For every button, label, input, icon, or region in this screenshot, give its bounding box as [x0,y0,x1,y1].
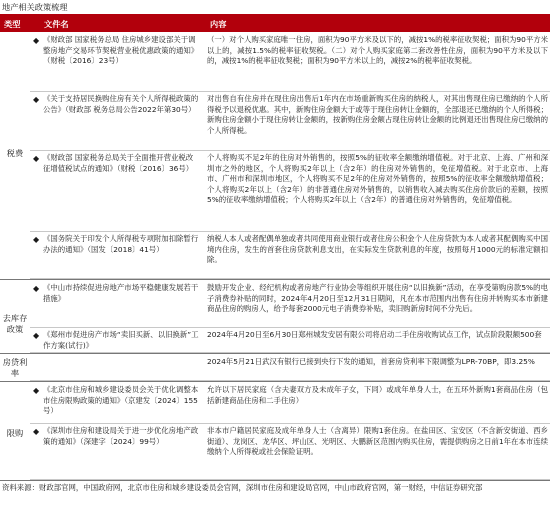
table-row [30,33,550,92]
table-row [30,328,550,353]
doc-name: 《关于支持居民换购住房有关个人所得税政策的公告》（财政部 税务总局公告2022年第30号） [43,94,199,114]
category-label: 税费 [6,148,24,158]
policy-content: 对出售自有住房并在现住房出售后1年内在市场重新购买住房的纳税人，对其出售现住房已缴纳的个人所得税予以退税优惠。其中，新购住房金额大于或等于现住房转让金额的，全部退还已缴纳的个人所得税；新购住房金额小于现住房转让金额的，按新购住房金额占现住房转让金额的比例退还出售现住房已缴纳的个人所得税。 [207,94,548,135]
doc-name: 《国务院关于印发个人所得税专项附加扣除暂行办法的通知》（国发〔2018〕41号） [43,234,199,254]
policy-content: 允许以下居民家庭（含夫妻双方及未成年子女，下同）或成年单身人士，在五环外新购1套商品住房（包括新建商品住房和二手住房） [207,385,548,405]
bullet-icon: ◆ [33,427,40,436]
group-divider [0,381,550,382]
bullet-icon: ◆ [33,235,40,244]
doc-name: 《深圳市住房和建设局关于进一步优化房地产政策的通知》（深建字〔2024〕99号） [43,426,199,446]
policy-content: 鼓励开发企业、经纪机构或者房地产行业协会等组织开展住房“以旧换新”活动，在享受第购房款5%的电子消费券补贴的同时，2024年4月20日至12月31日期间，凡在本市范围内出售有住房并转购买本市新建商品住房的购房人，给予每套2000元电子消费券补贴，卖旧购新房时间不分先后。 [207,283,548,314]
bullet-icon: ◆ [33,95,40,104]
header-content: 内容 [210,19,227,29]
table-header [0,16,550,32]
bullet-icon: ◆ [33,284,40,293]
bullet-icon: ◆ [33,154,40,163]
table-row [30,383,550,424]
header-name: 文件名 [44,19,69,29]
policy-content: （一）对个人购买家庭唯一住房，面积为90平方米及以下的，减按1%的税率征收契税；面积为90平方米以上的，减按1.5%的税率征收契税。（二）对个人购买家庭第二套改善性住房，面积为90平方米及以下的，减按1%的税率征收契税；面积为90平方米以上的，减按2%的税率征收契税。 [207,35,548,66]
policy-content: 纳税人本人或者配偶单独或者共同使用商业银行或者住房公积金个人住房贷款为本人或者其配偶购买中国境内住房，发生的首套住房贷款利息支出，在实际发生贷款利息的年度，按照每月1000元的标准定额扣除。 [207,234,548,265]
table-row [30,281,550,328]
policy-content: 非本市户籍居民家庭及成年单身人士（含离异）限购1套住房。在盐田区、宝安区（不含新安街道、西乡街道）、龙岗区、龙华区、坪山区、光明区、大鹏新区范围内购买住房，需提供购房之日前1年在本市连续缴纳个人所得税或社会保险证明。 [207,426,548,457]
doc-name: 《财政部 国家税务总局 住房城乡建设部关于调整房地产交易环节契税营业税优惠政策的通知》（财税〔2016〕23号） [43,35,199,66]
table-row [30,232,550,279]
bullet-icon: ◆ [33,386,40,395]
table-row [30,355,550,381]
category-label: 限购 [6,428,24,438]
doc-name: 《财政部 国家税务总局关于全面推开营业税改征增值税试点的通知》（财税〔2016〕36号） [43,153,194,173]
bullet-icon: ◆ [33,331,40,340]
header-type: 类型 [4,19,21,29]
table-row [30,151,550,232]
source-note: 资料来源：财政部官网，中国政府网，北京市住房和城乡建设委员会官网，深圳市住房和建设局官网，中山市政府官网，第一财经，中信证券研究部 [2,483,483,492]
category-label: 去库存政策 [2,313,28,334]
policy-content: 2024年4月20日至6月30日郑州城发安居有限公司将启动二手住房收购试点工作，试点阶段限额500套 [207,330,542,339]
group-divider [0,353,550,354]
table-caption: 地产相关政策梳理 [2,2,68,12]
bottom-rule [0,480,550,481]
policy-content: 2024年5月21日武汉有银行已接到央行下发的通知，首套房贷利率下限调整为LPR-70BP，即3.25% [207,357,535,366]
doc-name: 《郑州市促进房产市场“卖旧买新、以旧换新”工作方案(试行)》 [43,330,199,350]
category-label: 房贷利率 [2,357,28,378]
table-row [30,92,550,151]
bullet-icon: ◆ [33,36,40,45]
group-divider [0,279,550,280]
table-row [30,424,550,480]
policy-content: 个人将购买不足2年的住房对外销售的，按照5%的征收率全额缴纳增值税。对于北京、上海、广州和深圳市之外的地区，个人将购买2年以上（含2年）的住房对外销售的，免征增值税。对于北京市、上海市、广州市和深圳市地区，个人将购买不足2年的住房对外销售的，按照5%的征收率全额缴纳增值税；个人将购买2年以上（含2年）的非普通住房对外销售的，以销售收入减去购买住房价款后的差额，按照5%的征收率缴纳增值税；个人将购买2年以上（含2年）的普通住房对外销售的，免征增值税。 [207,153,548,205]
doc-name: 《中山市持续促进房地产市场平稳健康发展若干措施》 [43,283,199,303]
doc-name: 《北京市住房和城乡建设委员会关于优化调整本市住房限购政策的通知》（京建发〔2024〕155号） [43,385,199,416]
